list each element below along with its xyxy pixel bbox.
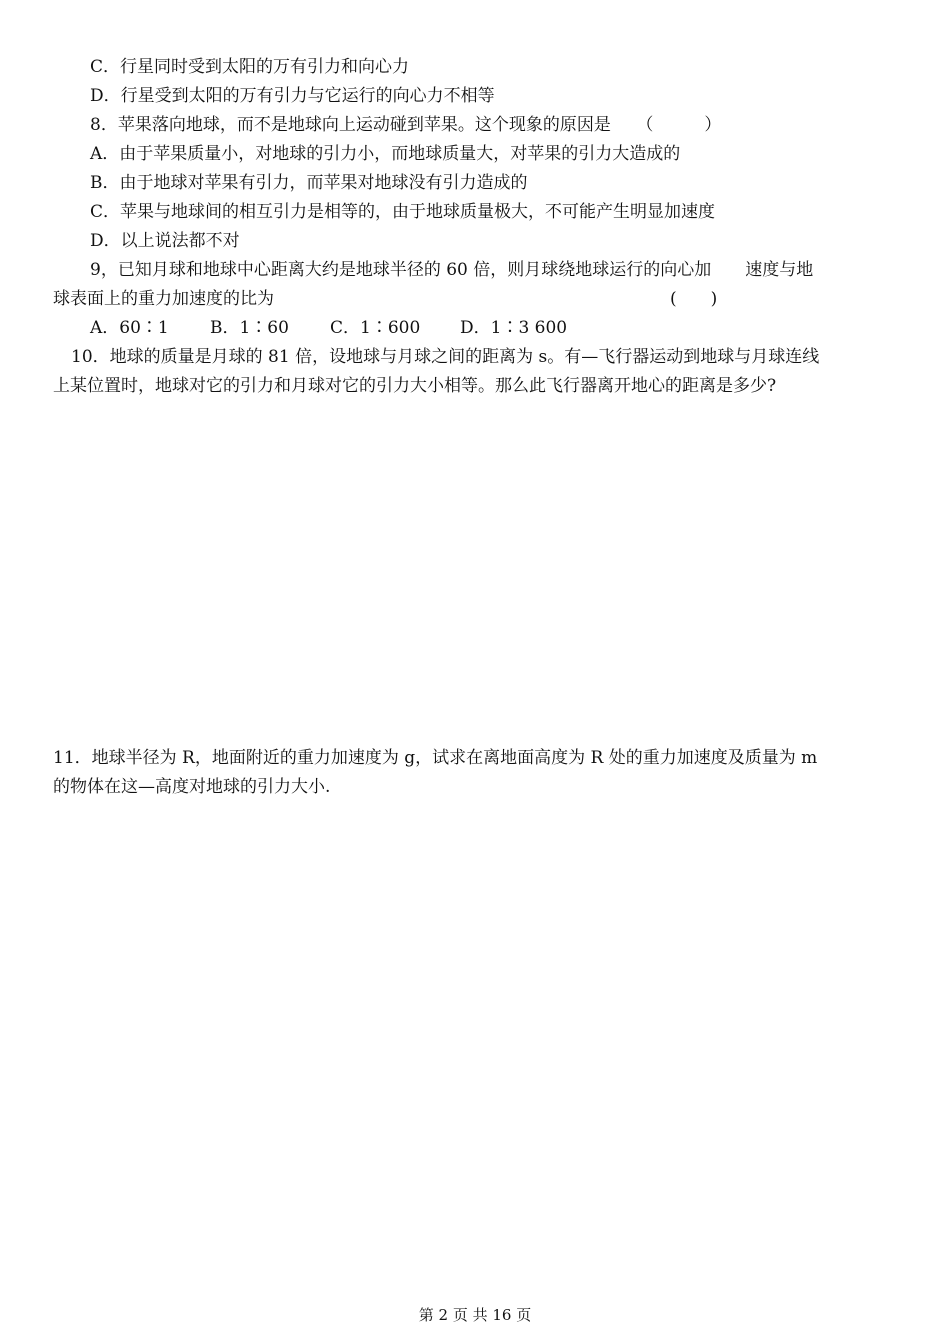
question-9-answer-bracket: ( ) [670, 289, 718, 309]
question-8-option-d: D．以上说法都不对 [90, 231, 240, 251]
question-11-line2: 的物体在这—高度对地球的引力大小. [53, 777, 331, 797]
question-9-stem-line2: 球表面上的重力加速度的比为 [53, 289, 274, 309]
question-9-options [90, 317, 567, 339]
question-11-line1: 11．地球半径为 R，地面附近的重力加速度为 g，试求在离地面高度为 R 处的重力加速度及质量为 m [53, 748, 818, 768]
question-9-option-a: A．60∶1 [90, 318, 169, 338]
question-8-option-c: C．苹果与地球间的相互引力是相等的，由于地球质量极大，不可能产生明显加速度 [90, 202, 716, 222]
question-9-option-d: D．1∶3 600 [460, 318, 568, 338]
question-8-option-b: B．由于地球对苹果有引力，而苹果对地球没有引力造成的 [90, 173, 528, 193]
question-10-line2: 上某位置时，地球对它的引力和月球对它的引力大小相等。那么此飞行器离开地心的距离是多少? [53, 376, 777, 396]
page-footer: 第 2 页 共 16 页 [418, 1306, 532, 1324]
question-9-option-c: C．1∶600 [330, 318, 421, 338]
question-8-option-a: A．由于苹果质量小，对地球的引力小，而地球质量大，对苹果的引力大造成的 [90, 144, 681, 164]
question-7-option-c: C．行星同时受到太阳的万有引力和向心力 [90, 57, 410, 77]
question-9-stem-line1: 9，已知月球和地球中心距离大约是地球半径的 60 倍，则月球绕地球运行的向心加 速度与地 [90, 260, 814, 280]
question-7-option-d: D．行星受到太阳的万有引力与它运行的向心力不相等 [90, 86, 495, 106]
question-9-option-b: B．1∶60 [210, 318, 289, 338]
question-10-line1: 10．地球的质量是月球的 81 倍，设地球与月球之间的距离为 s。有—飞行器运动到地球与月球连线 [71, 347, 820, 367]
question-8-stem: 8．苹果落向地球，而不是地球向上运动碰到苹果。这个现象的原因是 （ ） [90, 115, 722, 135]
